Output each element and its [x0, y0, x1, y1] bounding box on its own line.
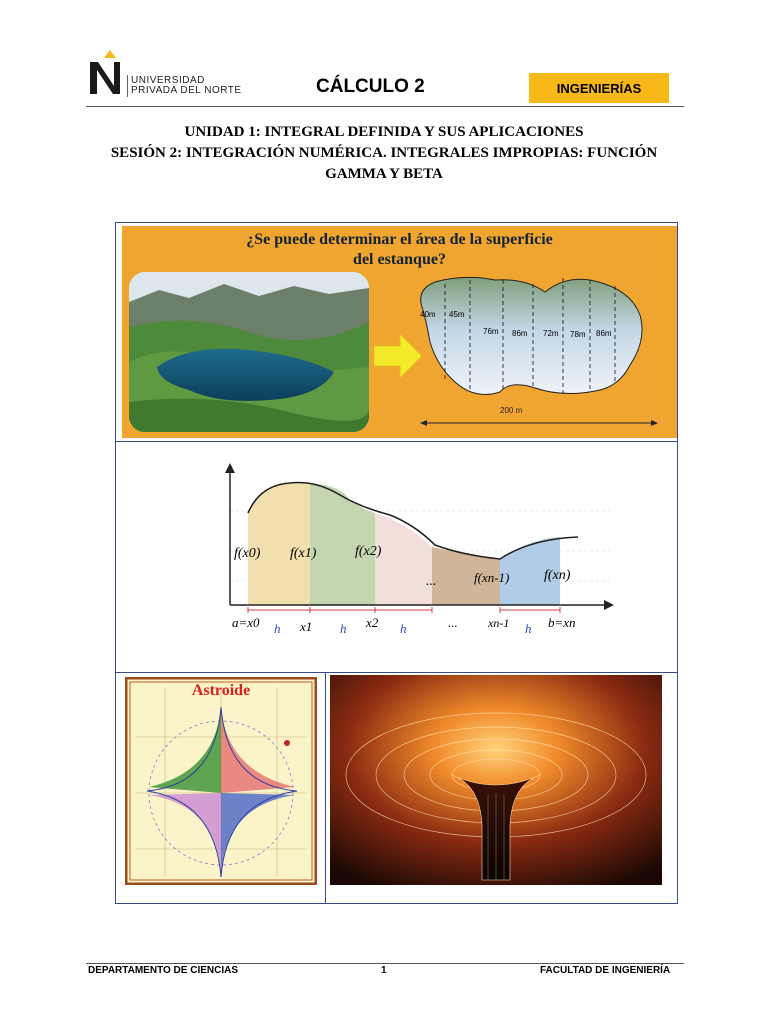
axis-label: b=xn	[548, 615, 576, 630]
question-line-1: ¿Se puede determinar el área de la superficie	[246, 231, 553, 248]
f-label: ...	[426, 574, 437, 589]
wormhole-image	[330, 675, 662, 885]
measure-label: 40m	[420, 310, 436, 319]
f-label: f(x0)	[234, 546, 261, 561]
f-label: f(x1)	[290, 546, 317, 561]
width-label: 200 m	[500, 406, 523, 415]
title-line-3: GAMMA Y BETA	[325, 166, 443, 182]
h-label: h	[525, 621, 532, 636]
measure-label: 78m	[570, 330, 586, 339]
measure-label: 86m	[512, 329, 528, 338]
logo-separator	[127, 75, 128, 97]
measure-label: 76m	[483, 327, 499, 336]
pond-diagram	[415, 270, 645, 400]
measure-label: 72m	[543, 329, 559, 338]
table-row-divider	[115, 441, 678, 442]
astroid-diagram	[125, 677, 317, 885]
university-name	[131, 76, 242, 96]
question-line-2: del estanque?	[353, 251, 446, 268]
axis-label: ...	[448, 615, 458, 630]
university-name-line1: UNIVERSIDAD	[131, 75, 205, 86]
riemann-sum-plot	[200, 455, 620, 645]
astroid-title: Astroide	[191, 682, 251, 699]
f-label: f(xn)	[544, 568, 571, 583]
lake-photo	[129, 272, 369, 432]
pond-question	[122, 230, 677, 270]
footer-divider	[86, 963, 684, 964]
footer-department: DEPARTAMENTO DE CIENCIAS	[88, 965, 239, 976]
width-arrow	[420, 418, 658, 428]
f-label: f(x2)	[355, 544, 382, 559]
axis-label: a=x0	[232, 615, 260, 630]
table-row-divider	[115, 672, 678, 673]
footer-faculty: FACULTAD DE INGENIERÍA	[540, 965, 671, 976]
course-title: CÁLCULO 2	[316, 76, 425, 97]
measure-label: 45m	[449, 310, 465, 319]
h-label: h	[274, 621, 281, 636]
university-name-line2: PRIVADA DEL NORTE	[131, 85, 242, 96]
axis-label: x2	[366, 615, 379, 630]
header-divider	[86, 106, 684, 107]
faculty-badge: INGENIERÍAS	[529, 73, 669, 103]
f-label: f(xn-1)	[474, 570, 510, 585]
h-label: h	[340, 621, 347, 636]
footer-page-number: 1	[381, 965, 387, 976]
table-col-divider	[325, 672, 326, 904]
title-line-2: SESIÓN 2: INTEGRACIÓN NUMÉRICA. INTEGRALES IMPROPIAS: FUNCIÓN	[110, 145, 658, 161]
title-line-1: UNIDAD 1: INTEGRAL DEFINIDA Y SUS APLICACIONES	[184, 124, 584, 140]
session-title	[60, 122, 708, 185]
h-label: h	[400, 621, 407, 636]
axis-label: x1	[300, 619, 313, 634]
measure-label: 86m	[596, 329, 612, 338]
axis-label: xn-1	[488, 616, 510, 630]
university-logo-icon	[86, 50, 126, 96]
